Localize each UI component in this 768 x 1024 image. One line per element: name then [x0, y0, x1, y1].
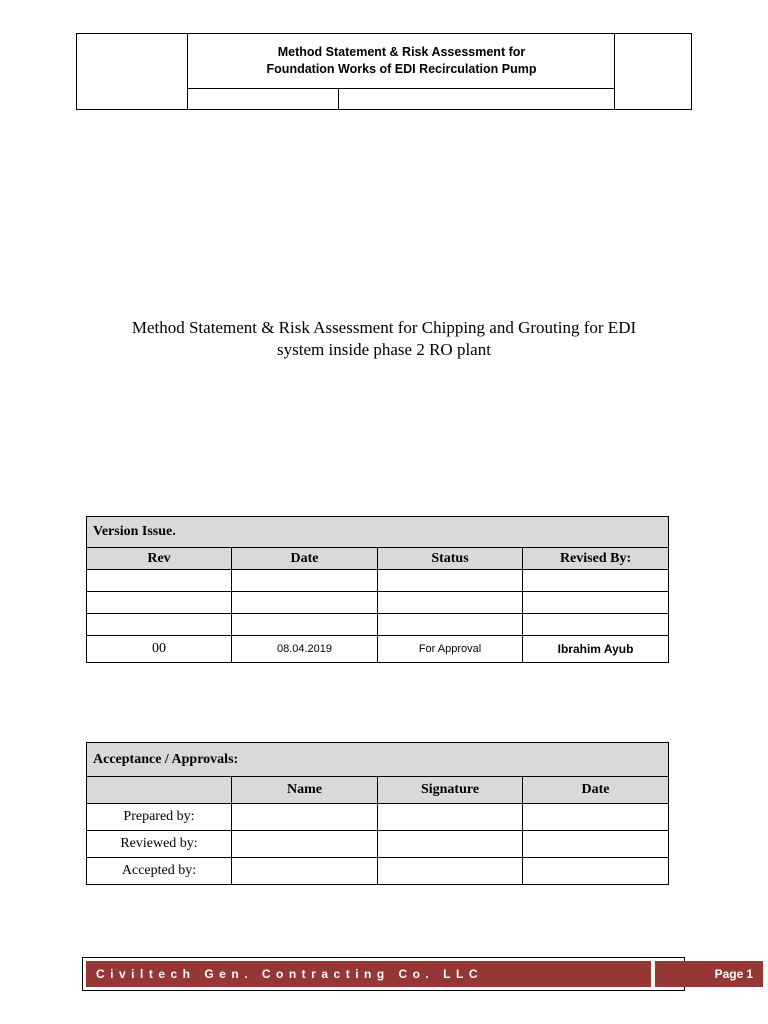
approvals-table	[86, 742, 669, 885]
approvals-section-label: Acceptance / Approvals:	[87, 743, 669, 777]
version-section-label: Version Issue.	[87, 517, 669, 548]
version-section-row	[87, 517, 669, 548]
version-header-row	[87, 548, 669, 570]
table-cell	[87, 570, 232, 592]
column-header: Date	[523, 777, 669, 804]
page-label: Page	[714, 967, 744, 981]
date-cell: 08.04.2019	[232, 636, 378, 663]
rev-cell: 00	[87, 636, 232, 663]
table-cell	[378, 592, 523, 614]
table-row	[87, 614, 669, 636]
revised-by-cell: Ibrahim Ayub	[523, 636, 669, 663]
table-cell	[523, 614, 669, 636]
column-header: Signature	[378, 777, 523, 804]
header-logo-cell-right	[614, 34, 691, 109]
table-row	[87, 592, 669, 614]
table-cell	[378, 858, 523, 885]
table-cell	[87, 592, 232, 614]
row-label: Reviewed by:	[87, 831, 232, 858]
footer-company-name: Civiltech Gen. Contracting Co. LLC	[86, 961, 651, 987]
table-cell	[232, 614, 378, 636]
table-cell	[232, 592, 378, 614]
table-cell	[523, 570, 669, 592]
column-header: Date	[232, 548, 378, 570]
table-cell	[378, 831, 523, 858]
table-cell	[378, 804, 523, 831]
table-row	[87, 636, 669, 663]
header-title-line1: Method Statement & Risk Assessment for	[277, 45, 526, 59]
table-cell	[232, 804, 378, 831]
document-title-line1: Method Statement & Risk Assessment for Chipping and Grouting for EDI	[131, 318, 637, 337]
column-header: Revised By:	[523, 548, 669, 570]
page-number: 1	[746, 967, 753, 981]
header-logo-cell-left	[77, 34, 188, 109]
version-issue-table	[86, 516, 669, 663]
table-row	[87, 831, 669, 858]
table-cell	[523, 804, 669, 831]
table-row	[87, 570, 669, 592]
column-header	[87, 777, 232, 804]
table-cell	[378, 614, 523, 636]
column-header: Name	[232, 777, 378, 804]
table-cell	[232, 831, 378, 858]
table-cell	[523, 592, 669, 614]
header-subcell-1	[188, 89, 339, 109]
status-cell: For Approval	[378, 636, 523, 663]
row-label: Prepared by:	[87, 804, 232, 831]
row-label: Accepted by:	[87, 858, 232, 885]
column-header: Rev	[87, 548, 232, 570]
header-subcell-2	[339, 89, 615, 109]
document-title-line2: system inside phase 2 RO plant	[277, 340, 491, 359]
footer-page-number	[655, 961, 763, 987]
approvals-section-row	[87, 743, 669, 777]
table-cell	[523, 858, 669, 885]
header-title-line2: Foundation Works of EDI Recirculation Pump	[266, 62, 537, 76]
approvals-header-row	[87, 777, 669, 804]
table-row	[87, 804, 669, 831]
table-row	[87, 858, 669, 885]
document-title	[90, 317, 678, 361]
table-cell	[87, 614, 232, 636]
page-footer	[82, 957, 753, 991]
table-cell	[232, 858, 378, 885]
table-cell	[378, 570, 523, 592]
column-header: Status	[378, 548, 523, 570]
header-title-cell	[188, 34, 615, 89]
document-header	[76, 33, 692, 110]
table-cell	[523, 831, 669, 858]
table-cell	[232, 570, 378, 592]
